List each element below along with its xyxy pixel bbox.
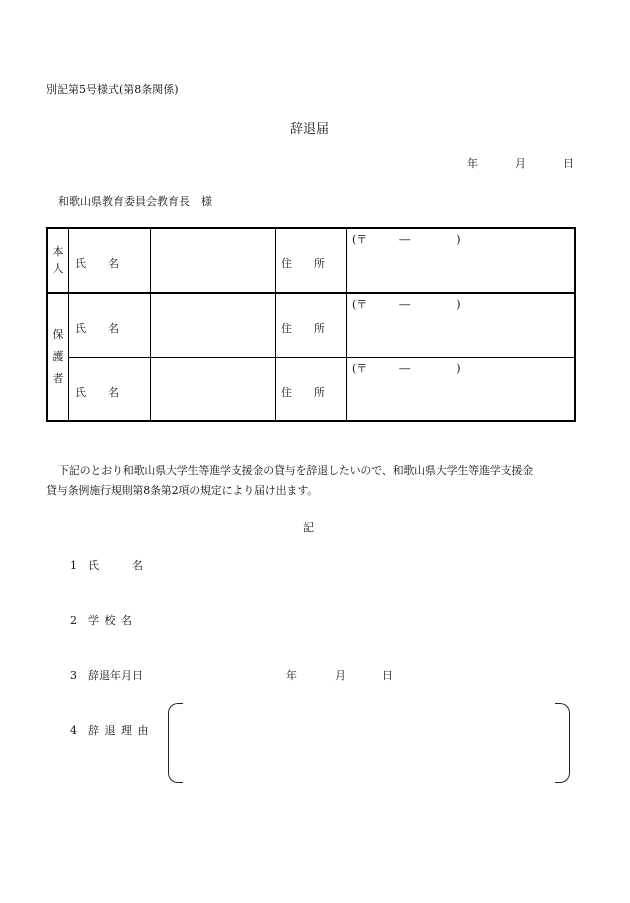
item-1 [70,557,143,573]
ki-heading: 記 [303,521,314,534]
guardian2-name-field[interactable] [152,360,274,418]
guardian1-address-label: 住 所 [281,322,325,335]
table-vline [150,229,151,420]
guardian2-name-label: 氏 名 [75,386,119,399]
form-reference: 別記第5号様式(第8条関係) [46,83,179,96]
self-address-label: 住 所 [281,257,325,270]
table-divider-guardian [68,357,574,358]
item-number: 2 [70,614,77,627]
guardian1-name-label: 氏 名 [75,322,119,335]
guardian-group-label: 保 護 者 [52,328,64,385]
guardian1-name-field[interactable] [152,296,274,354]
table-vline [275,229,276,420]
table-vline [68,229,69,420]
self-postal-code[interactable]: (〒 ― ) [352,233,461,246]
addressee: 和歌山県教育委員会教育長 様 [58,195,212,208]
item-3 [70,667,143,683]
date-year-label: 年 [467,157,478,170]
date-month-label: 月 [515,157,526,170]
item-number: 4 [70,724,77,737]
item-number: 1 [70,559,77,572]
table-divider-self [48,292,574,294]
item-4 [70,722,149,738]
item-label: 辞 退 理 由 [88,724,149,737]
withdraw-month-label: 月 [335,669,346,682]
body-text-line-1: 下記のとおり和歌山県大学生等進学支援金の貸与を辞退したいので、和歌山県大学生等進学支援金 [58,464,533,477]
body-text-line-2: 貸与条例施行規則第8条第2項の規定により届け出ます。 [46,484,318,497]
item-label: 辞退年月日 [88,669,143,682]
item-label: 氏 名 [88,559,143,572]
reason-bracket-right [555,703,570,783]
withdraw-day-label: 日 [382,669,393,682]
item-2 [70,612,132,628]
self-group-label: 本 人 [52,245,64,275]
item-number: 3 [70,669,77,682]
guardian2-postal-code[interactable]: (〒 ― ) [352,362,461,375]
page-title: 辞退届 [290,122,330,137]
withdraw-year-label: 年 [286,669,297,682]
table-vline [346,229,347,420]
self-name-label: 氏 名 [75,257,119,270]
reason-field[interactable] [186,706,550,778]
date-day-label: 日 [563,157,574,170]
guardian2-address-label: 住 所 [281,386,325,399]
item-label: 学 校 名 [88,614,132,627]
reason-bracket-left [168,703,183,783]
guardian1-postal-code[interactable]: (〒 ― ) [352,298,461,311]
applicant-table [46,227,576,422]
self-name-field[interactable] [152,232,274,290]
